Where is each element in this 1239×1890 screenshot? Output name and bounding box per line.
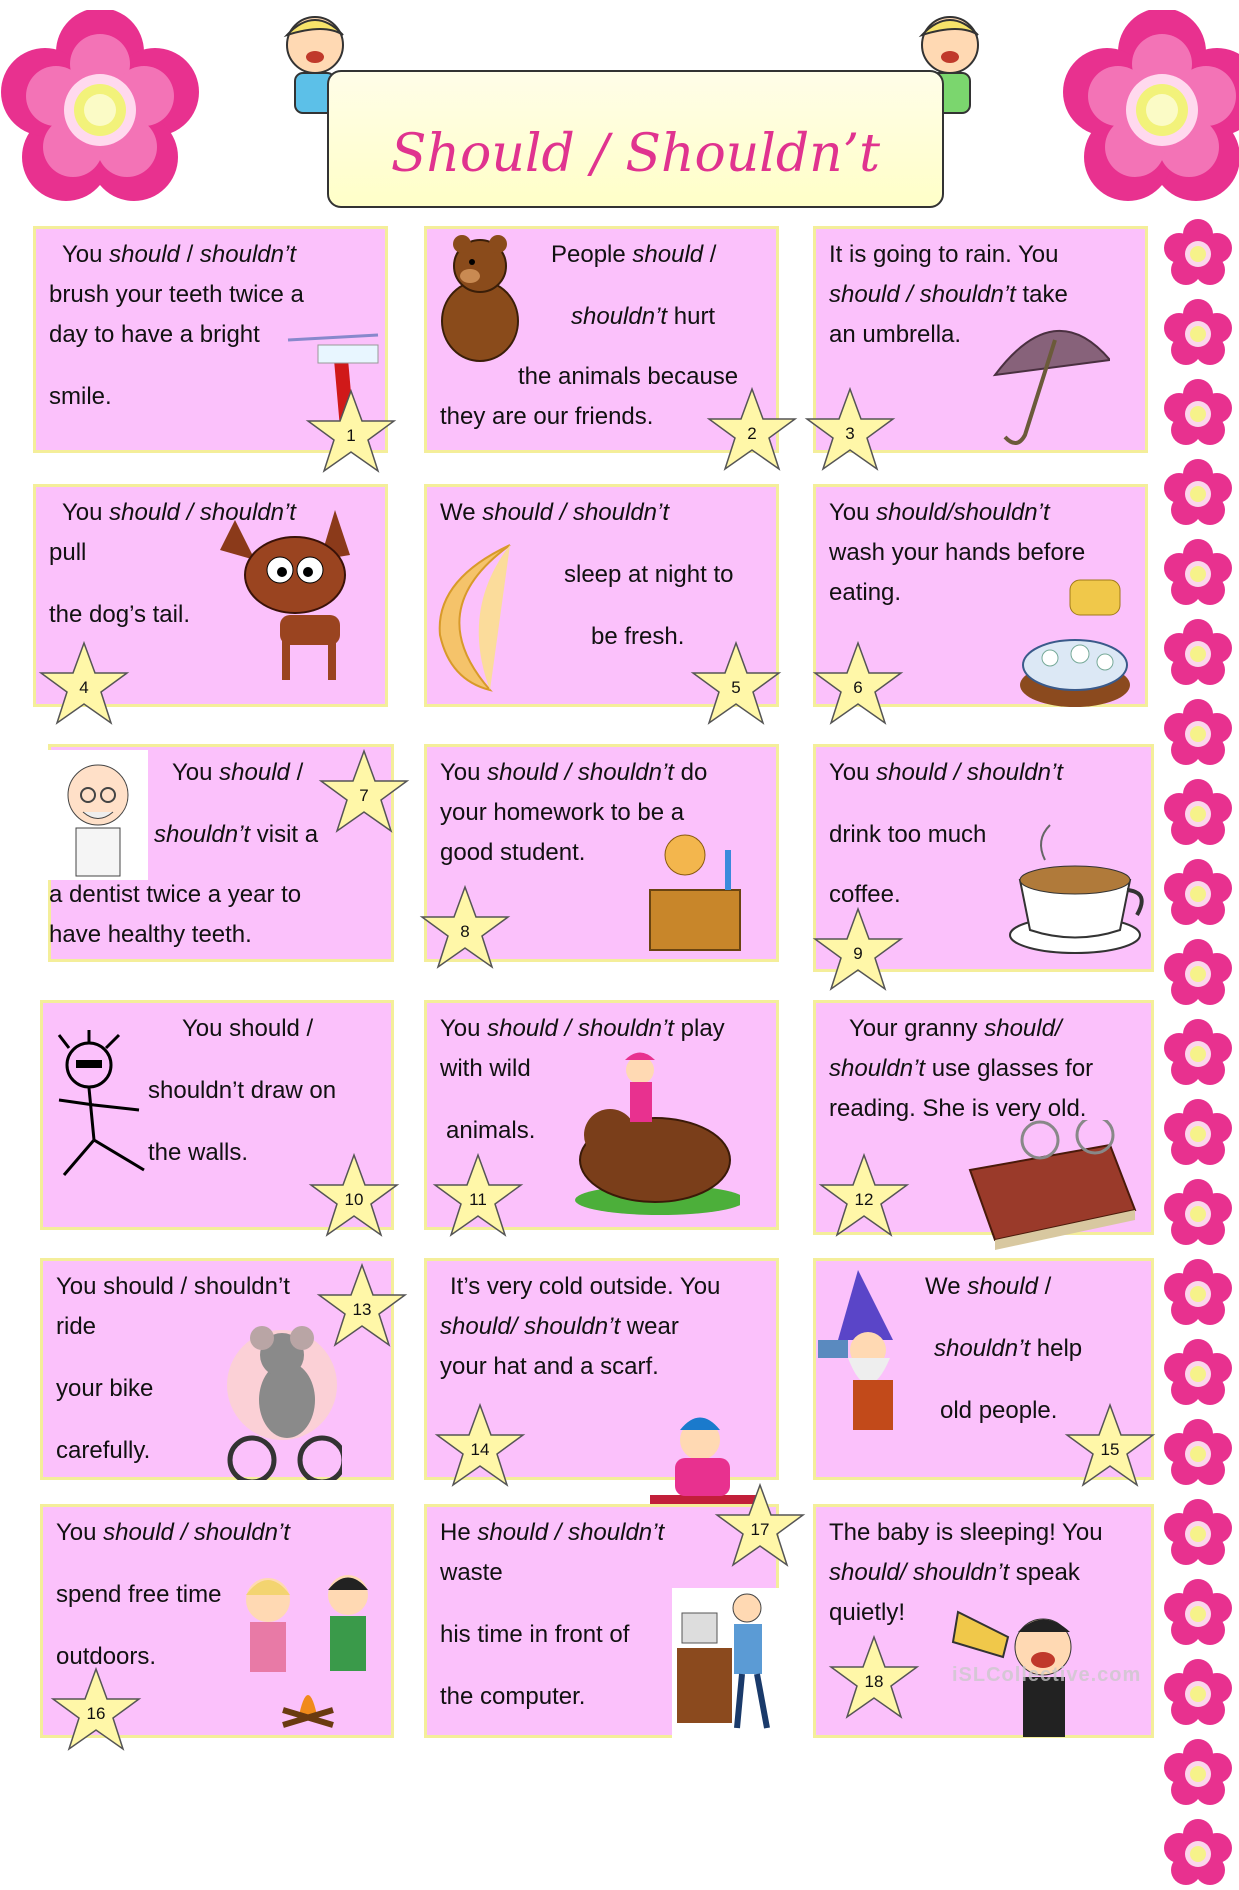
card-number: 1	[346, 426, 356, 445]
card-number: 14	[470, 1440, 490, 1459]
card-1-line-4: smile.	[49, 383, 112, 410]
card-number: 7	[359, 786, 369, 805]
card-7-line-2: shouldn’t visit a	[154, 821, 319, 848]
card-10-line-3: the walls.	[148, 1139, 249, 1166]
small-flower-icon	[1162, 1578, 1234, 1650]
girl-and-bear-icon	[570, 1040, 740, 1215]
small-flower-icon	[1162, 858, 1234, 930]
card-17-line-2: waste	[440, 1559, 503, 1586]
star-number-9-icon	[812, 906, 904, 992]
card-14-line-1: It’s very cold outside. You	[450, 1273, 721, 1300]
small-flower-icon	[1162, 938, 1234, 1010]
card-6-line-3: eating.	[829, 579, 902, 606]
card-number: 13	[352, 1300, 372, 1319]
campfire-kids-icon	[228, 1550, 388, 1735]
star-number-14-icon	[434, 1402, 526, 1488]
card-13-line-4: carefully.	[56, 1437, 151, 1464]
card-number: 11	[469, 1190, 487, 1209]
star-number-13-icon	[316, 1262, 408, 1348]
card-4-line-3: the dog’s tail.	[49, 601, 190, 628]
card-18-line-2: should/ shouldn’t speak	[829, 1559, 1080, 1586]
small-flower-icon	[1162, 458, 1234, 530]
small-flower-icon	[1162, 698, 1234, 770]
star-number-5-icon	[690, 640, 782, 726]
title-banner	[327, 70, 944, 208]
card-6-line-2: wash your hands before	[829, 539, 1086, 566]
card-number: 3	[845, 424, 855, 443]
card-1-line-1: You should / shouldn’t	[62, 241, 296, 268]
card-15-line-1: We should /	[925, 1273, 1052, 1300]
card-12-line-3: reading. She is very old.	[829, 1095, 1087, 1122]
card-17-line-1: He should / shouldn’t	[440, 1519, 665, 1546]
umbrella-icon	[985, 305, 1110, 455]
card-16-line-3: outdoors.	[56, 1643, 157, 1670]
card-15-line-3: old people.	[940, 1397, 1058, 1424]
star-number-12-icon	[818, 1152, 910, 1238]
watermark: iSLCollective.com	[952, 1664, 1142, 1686]
dentist-icon	[48, 750, 148, 880]
card-18-line-1: The baby is sleeping! You	[829, 1519, 1103, 1546]
card-9-line-2: drink too much	[829, 821, 987, 848]
card-9-line-1: You should / shouldn’t	[829, 759, 1063, 786]
book-and-glasses-icon	[960, 1120, 1140, 1250]
small-flower-icon	[1162, 1178, 1234, 1250]
card-3-line-1: It is going to rain. You	[829, 241, 1059, 268]
star-number-15-icon	[1064, 1402, 1156, 1488]
small-flower-icon	[1162, 1338, 1234, 1410]
small-flower-icon	[1162, 778, 1234, 850]
star-number-18-icon	[828, 1634, 920, 1720]
card-10-line-2: shouldn’t draw on	[148, 1077, 337, 1104]
card-8-line-3: good student.	[440, 839, 586, 866]
star-number-8-icon	[419, 884, 511, 970]
card-16-line-1: You should / shouldn’t	[56, 1519, 290, 1546]
card-number: 17	[750, 1520, 770, 1539]
card-5-line-3: be fresh.	[591, 623, 685, 650]
card-number: 2	[747, 424, 757, 443]
card-3-line-3: an umbrella.	[829, 321, 962, 348]
card-12-line-2: shouldn’t use glasses for	[829, 1055, 1094, 1082]
card-8-line-2: your homework to be a	[440, 799, 685, 826]
card-number: 4	[79, 678, 89, 697]
small-flower-icon	[1162, 1738, 1234, 1810]
card-number: 18	[864, 1672, 884, 1691]
star-number-4-icon	[38, 640, 130, 726]
star-number-17-icon	[714, 1482, 806, 1568]
washing-hands-icon	[1010, 570, 1140, 720]
card-number: 9	[853, 944, 863, 963]
card-14-line-3: your hat and a scarf.	[440, 1353, 659, 1380]
card-11-line-2: with wild	[440, 1055, 531, 1082]
card-17-line-3: his time in front of	[440, 1621, 630, 1648]
old-gnome-icon	[818, 1270, 938, 1450]
stick-figure-icon	[44, 1030, 154, 1190]
card-number: 6	[853, 678, 863, 697]
card-6-line-1: You should/shouldn’t	[829, 499, 1050, 526]
small-flower-icon	[1162, 218, 1234, 290]
card-2-line-2: shouldn’t hurt	[571, 303, 716, 330]
card-7-line-1: You should /	[172, 759, 304, 786]
card-5-line-2: sleep at night to	[564, 561, 734, 588]
card-5-line-1: We should / shouldn’t	[440, 499, 670, 526]
small-flower-icon	[1162, 1498, 1234, 1570]
star-number-1-icon	[305, 388, 397, 474]
card-number: 8	[460, 922, 470, 941]
card-number: 12	[854, 1190, 874, 1209]
card-4-line-2: pull	[49, 539, 87, 566]
star-number-11-icon	[432, 1152, 524, 1238]
card-number: 10	[344, 1190, 364, 1209]
card-11-line-3: animals.	[446, 1117, 536, 1144]
card-13-line-2: ride	[56, 1313, 97, 1340]
big-flower-right-icon	[1062, 10, 1239, 210]
card-2-line-1: People should /	[551, 241, 717, 268]
bear-icon	[430, 226, 530, 366]
card-8-line-1: You should / shouldn’t do	[440, 759, 708, 786]
star-number-3-icon	[804, 386, 896, 472]
small-flower-icon	[1162, 618, 1234, 690]
moon-icon	[430, 540, 540, 700]
star-number-10-icon	[308, 1152, 400, 1238]
card-11-line-1: You should / shouldn’t play	[440, 1015, 725, 1042]
card-9-line-3: coffee.	[829, 881, 901, 908]
small-flower-icon	[1162, 1098, 1234, 1170]
card-12-line-1: Your granny should/	[849, 1015, 1062, 1042]
small-flower-icon	[1162, 1818, 1234, 1890]
card-2-line-4: they are our friends.	[440, 403, 654, 430]
card-number: 16	[86, 1704, 106, 1723]
small-flower-icon	[1162, 378, 1234, 450]
coffee-cup-icon	[1005, 820, 1145, 960]
card-16-line-2: spend free time	[56, 1581, 222, 1608]
star-number-7-icon	[318, 748, 410, 834]
card-15-line-2: shouldn’t help	[934, 1335, 1083, 1362]
card-number: 15	[1100, 1440, 1120, 1459]
big-flower-left-icon	[0, 10, 200, 210]
card-4-line-1: You should / shouldn’t	[62, 499, 296, 526]
card-17-line-4: the computer.	[440, 1683, 586, 1710]
student-desk-icon	[640, 820, 750, 960]
small-flower-icon	[1162, 1418, 1234, 1490]
card-number: 5	[731, 678, 741, 697]
card-2-line-3: the animals because	[518, 363, 739, 390]
small-flower-icon	[1162, 1018, 1234, 1090]
card-3-line-2: should / shouldn’t take	[829, 281, 1068, 308]
card-10-line-1: You should /	[182, 1015, 314, 1042]
small-flower-icon	[1162, 1658, 1234, 1730]
card-13-line-3: your bike	[56, 1375, 154, 1402]
card-7-line-3: a dentist twice a year to	[49, 881, 302, 908]
star-number-16-icon	[50, 1666, 142, 1752]
card-1-line-3: day to have a bright	[49, 321, 260, 348]
card-7-line-4: have healthy teeth.	[49, 921, 252, 948]
star-number-6-icon	[812, 640, 904, 726]
card-18-line-3: quietly!	[829, 1599, 906, 1626]
small-flower-icon	[1162, 298, 1234, 370]
computer-user-icon	[672, 1588, 782, 1738]
page-title: Should / Shouldn’t	[390, 124, 881, 184]
card-1-line-2: brush your teeth twice a	[49, 281, 304, 308]
card-14-line-2: should/ shouldn’t wear	[440, 1313, 679, 1340]
small-flower-icon	[1162, 538, 1234, 610]
star-number-2-icon	[706, 386, 798, 472]
card-13-line-1: You should / shouldn’t	[56, 1273, 290, 1300]
small-flower-icon	[1162, 1258, 1234, 1330]
